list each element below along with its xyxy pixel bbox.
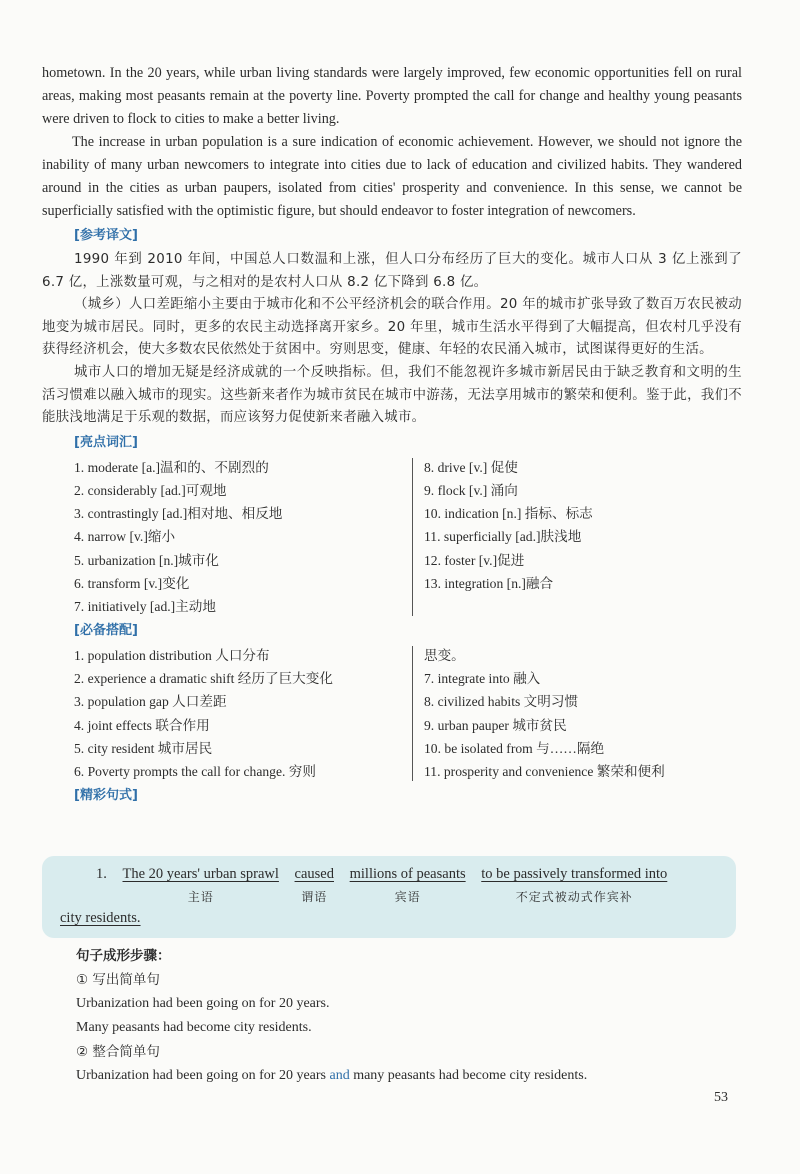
vocab-item: 2. considerably [ad.]可观地 (74, 482, 227, 498)
sentence-segment-complement (481, 866, 668, 904)
step-2-label: ② 整合简单句 (76, 1044, 160, 1060)
page-number: 53 (714, 1090, 728, 1105)
combined-part-a: Urbanization had been going on for 20 years (76, 1068, 330, 1083)
segment-label: 谓语 (301, 890, 328, 904)
sentence-number: 1. (96, 866, 107, 882)
segment-text: caused (294, 866, 334, 882)
passage-paragraph-2: The increase in urban population is a sure indication of economic achievement. However, we should not ignore the inability of many urban newcomers to integrate into cities due to lack of education and civilized habits. They wandered around in the cities as urban paupers, isolated from cities' prosperity and convenience. In this sense, we cannot be superficially satisfied with the optimistic figure, but should endeavor to foster integration of newcomers. (42, 134, 742, 219)
translation-heading: [参考译文] (74, 228, 138, 243)
column-divider (412, 646, 413, 781)
vocab-item: 13. integration [n.]融合 (424, 575, 554, 591)
vocab-item: 6. transform [v.]变化 (74, 575, 190, 591)
collocation-item: 10. be isolated from 与……隔绝 (424, 740, 605, 756)
sentences-heading: [精彩句式] (74, 788, 138, 804)
translation-paragraph-3: 城市人口的增加无疑是经济成就的一个反映指标。但，我们不能忽视许多城市新居民由于缺乏教育和文明的生活习惯难以融入城市的现实。这些新来者作为城市贫民在城市中游荡，无法享用城市的繁荣和便利。鉴于此，我们不能肤浅地满足于乐观的数据，而应该努力促使新来者融入城市。 (42, 364, 742, 426)
passage-paragraph-1: hometown. In the 20 years, while urban living standards were largely improved, few economic opportunities fell on rural areas, making most peasants remain at the poverty line. Poverty prompted the call for change and healthy young peasants were driven to flock to cities to make a better living. (42, 65, 742, 127)
vocab-item: 11. superficially [ad.]肤浅地 (424, 529, 582, 545)
sentence-analysis (96, 866, 679, 904)
collocation-item: 思变。 (424, 648, 465, 664)
collocation-item: 6. Poverty prompts the call for change. 穷则 (74, 764, 316, 779)
vocab-item: 7. initiatively [ad.]主动地 (74, 598, 216, 614)
step-1-label: ① 写出简单句 (76, 972, 160, 988)
vocab-list (74, 456, 742, 618)
sentence-segment-object (349, 866, 466, 904)
segment-text: to be passively transformed into (481, 866, 668, 882)
combined-conjunction: and (329, 1068, 350, 1083)
page-content (42, 62, 742, 809)
collocations-column-right (392, 644, 742, 783)
column-divider (412, 458, 413, 616)
sentence-segment-subject (122, 866, 279, 904)
collocation-item: 3. population gap 人口差距 (74, 694, 227, 710)
vocab-item: 12. foster [v.]促进 (424, 552, 525, 568)
collocation-item: 7. integrate into 融入 (424, 671, 541, 687)
sentence-segment-predicate (294, 866, 334, 904)
collocation-item: 2. experience a dramatic shift 经历了巨大变化 (74, 671, 333, 687)
vocab-column-left (74, 456, 392, 618)
simple-sentence-2: Many peasants had become city residents. (76, 1020, 312, 1035)
vocab-item: 3. contrastingly [ad.]相对地、相反地 (74, 506, 283, 522)
vocab-column-right (392, 456, 742, 618)
translation-paragraph-1: 1990 年到 2010 年间，中国总人口数温和上涨，但人口分布经历了巨大的变化。城市人口从 3 亿上涨到了 6.7 亿，上涨数量可观，与之相对的是农村人口从 8.2 亿下降到 6.8 亿。 (42, 252, 742, 290)
collocation-item: 11. prosperity and convenience 繁荣和便利 (424, 764, 665, 779)
vocab-heading: [亮点词汇] (74, 434, 138, 450)
vocab-item: 9. flock [v.] 涌向 (424, 482, 518, 498)
combined-sentence (76, 1064, 746, 1088)
collocation-item: 8. civilized habits 文明习惯 (424, 694, 579, 710)
collocations-column-left (74, 644, 392, 783)
segment-label: 主语 (187, 890, 214, 904)
collocation-item: 5. city resident 城市居民 (74, 740, 213, 756)
translation-paragraph-2: （城乡）人口差距缩小主要由于城市化和不公平经济机会的联合作用。20 年的城市扩张导致了数百万农民被动地变为城市居民。同时，更多的农民主动选择离开家乡。20 年里，城市生活水平得到了大幅提高，但农村几乎没有获得经济机会，使大多数农民依然处于贫困中。穷则思变，健康、年轻的农民涌入城市，试图谋得更好的生活。 (42, 297, 742, 358)
vocab-item: 5. urbanization [n.]城市化 (74, 552, 219, 568)
sentence-continuation: city residents. (60, 910, 141, 926)
segment-label: 不定式被动式作宾补 (515, 890, 633, 904)
collocations-list (74, 644, 742, 783)
collocation-item: 9. urban pauper 城市贫民 (424, 717, 567, 733)
simple-sentence-1: Urbanization had been going on for 20 years. (76, 996, 330, 1011)
collocation-item: 1. population distribution 人口分布 (74, 648, 270, 664)
vocab-item: 1. moderate [a.]温和的、不剧烈的 (74, 459, 269, 475)
combined-part-b: many peasants had become city residents. (349, 1068, 588, 1083)
vocab-item: 8. drive [v.] 促使 (424, 459, 518, 475)
sentence-steps (76, 944, 746, 1088)
segment-text: The 20 years' urban sprawl (122, 866, 279, 882)
vocab-item: 10. indication [n.] 指标、标志 (424, 506, 593, 522)
collocation-item: 4. joint effects 联合作用 (74, 717, 210, 733)
segment-text: millions of peasants (349, 866, 466, 882)
vocab-item: 4. narrow [v.]缩小 (74, 529, 176, 545)
segment-label: 宾语 (394, 890, 421, 904)
steps-title: 句子成形步骤： (76, 948, 171, 964)
collocations-heading: [必备搭配] (74, 623, 138, 639)
